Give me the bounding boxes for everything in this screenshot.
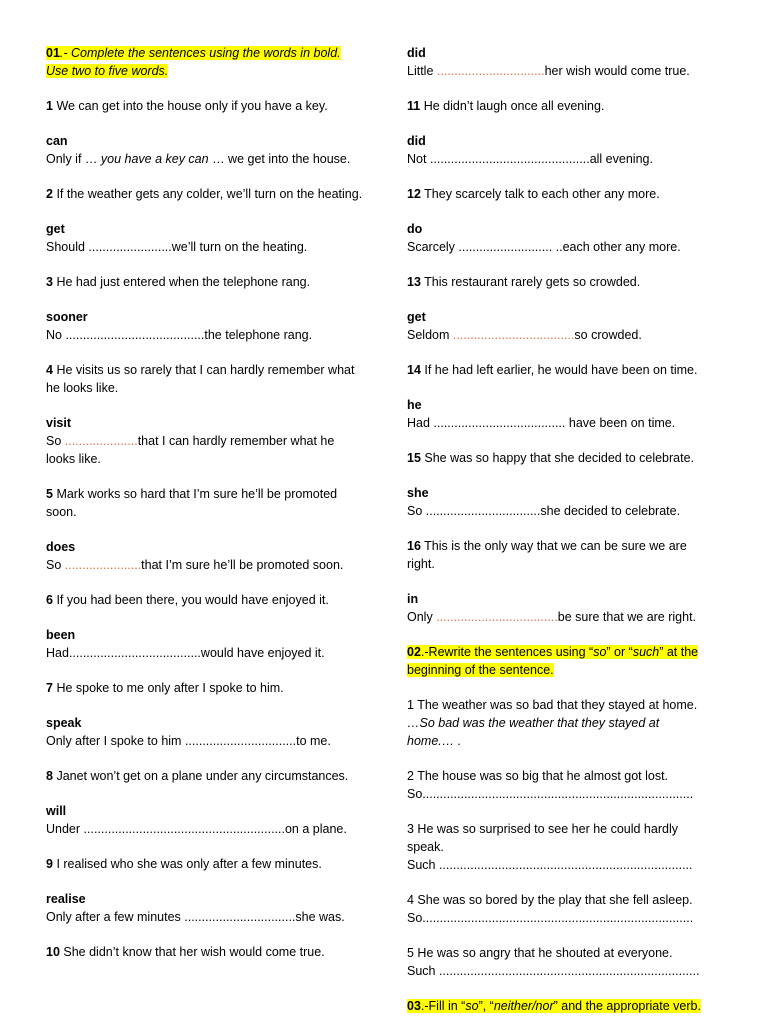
rewrite-item-4: 4 She was so bored by the play that she fell asleep. So.............................................................................. [407, 893, 694, 925]
section3-heading: 03.-Fill in “so”, “neither/nor” and the appropriate verb. [407, 999, 701, 1013]
exercise-answer-6: been Had......................................would have enjoyed it. [46, 628, 325, 660]
exercise-item-6: 6 If you had been there, you would have enjoyed it. [46, 593, 329, 607]
rewrite-item-2: 2 The house was so big that he almost got lost. So.............................................................................. [407, 769, 694, 801]
exercise-answer-8: will Under ..........................................................on a plane. [46, 804, 347, 836]
exercise-answer-12: do Scarcely ........................... ..each other any more. [407, 222, 681, 254]
exercise-answer-4: visit So .....................that I can hardly remember what he looks like. [46, 416, 335, 466]
exercise-answer-2: get Should ........................we’ll turn on the heating. [46, 222, 308, 254]
exercise-answer-15: she So .................................she decided to celebrate. [407, 486, 681, 518]
left-column [46, 44, 364, 978]
section2-heading: 02.-Rewrite the sentences using “so” or “such” at the beginning of the sentence. [407, 645, 699, 677]
rewrite-item-5: 5 He was so angry that he shouted at everyone. Such ........................................................................... [407, 946, 700, 978]
exercise-answer-3: sooner No ........................................the telephone rang. [46, 310, 313, 342]
exercise-answer-16: in Only ...................................be sure that we are right. [407, 592, 697, 624]
exercise-item-5: 5 Mark works so hard that I’m sure he’ll be promoted soon. [46, 487, 338, 519]
exercise-item-14: 14 If he had left earlier, he would have been on time. [407, 363, 698, 377]
exercise-item-3: 3 He had just entered when the telephone rang. [46, 275, 311, 289]
rewrite-item-3: 3 He was so surprised to see her he could hardly speak. Such ......................................................................... [407, 822, 693, 872]
exercise-item-15: 15 She was so happy that she decided to celebrate. [407, 451, 695, 465]
exercise-answer-14: he Had ...................................... have been on time. [407, 398, 676, 430]
section1-heading: 01.- Complete the sentences using the words in bold. Use two to five words. [46, 46, 341, 78]
right-column [407, 44, 709, 1032]
exercise-answer-9: realise Only after a few minutes ................................she was. [46, 892, 345, 924]
exercise-answer-1: can Only if … you have a key can … we get into the house. [46, 134, 351, 166]
exercise-item-10: 10 She didn’t know that her wish would come true. [46, 945, 325, 959]
exercise-item-11: 11 He didn’t laugh once all evening. [407, 99, 605, 113]
exercise-answer-5: does So ......................that I’m sure he’ll be promoted soon. [46, 540, 344, 572]
rewrite-item-1: 1 The weather was so bad that they stayed at home. …So bad was the weather that they stayed at home.… . [407, 698, 698, 748]
exercise-item-16: 16 This is the only way that we can be sure we are right. [407, 539, 687, 571]
exercise-item-12: 12 They scarcely talk to each other any more. [407, 187, 660, 201]
exercise-item-9: 9 I realised who she was only after a few minutes. [46, 857, 322, 871]
exercise-item-1: 1 We can get into the house only if you have a key. [46, 99, 328, 113]
exercise-item-4: 4 He visits us so rarely that I can hardly remember what he looks like. [46, 363, 355, 395]
exercise-answer-11: did Not ..............................................all evening. [407, 134, 653, 166]
exercise-answer-10: did Little ...............................her wish would come true. [407, 46, 690, 78]
exercise-item-7: 7 He spoke to me only after I spoke to him. [46, 681, 284, 695]
exercise-item-8: 8 Janet won’t get on a plane under any circumstances. [46, 769, 349, 783]
exercise-answer-13: get Seldom ...................................so crowded. [407, 310, 642, 342]
exercise-answer-7: speak Only after I spoke to him ................................to me. [46, 716, 331, 748]
exercise-item-2: 2 If the weather gets any colder, we’ll turn on the heating. [46, 187, 363, 201]
exercise-item-13: 13 This restaurant rarely gets so crowded. [407, 275, 641, 289]
